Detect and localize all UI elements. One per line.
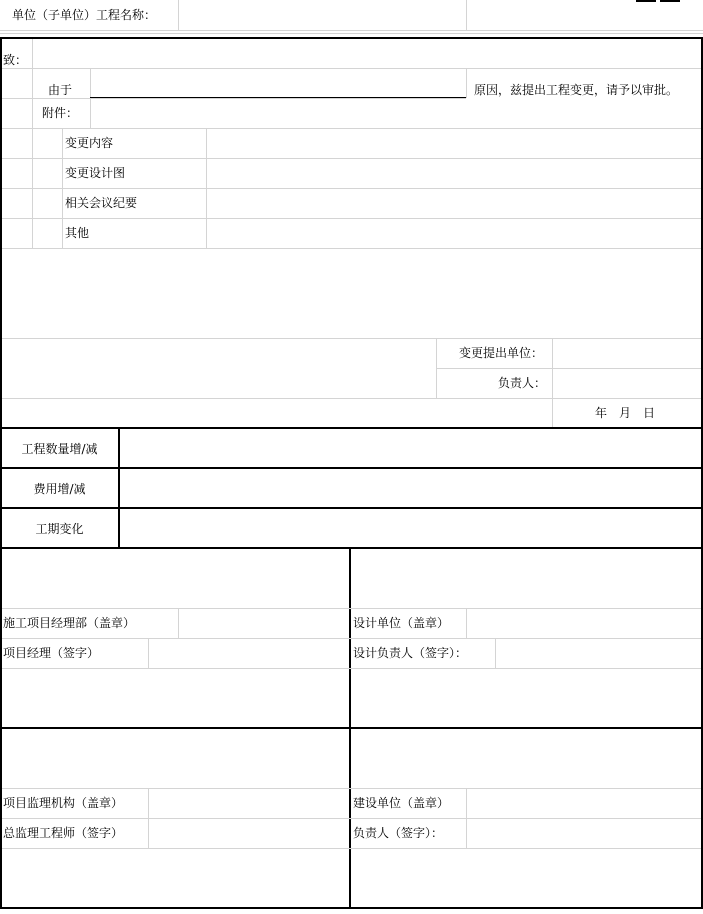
design-lead-label: 设计负责人（签字）：	[353, 646, 468, 660]
reason-suffix: 原因，兹提出工程变更，请予以审批。	[474, 83, 679, 97]
responsible-label: 负责人：	[498, 376, 547, 390]
attachment-item: 变更设计图	[65, 166, 126, 180]
corner-mark	[636, 0, 656, 2]
contractor-dept-label: 施工项目经理部（盖章）	[3, 616, 136, 630]
project-name-field[interactable]	[179, 1, 465, 29]
due-to-label: 由于	[48, 83, 73, 97]
reason-field[interactable]	[91, 69, 466, 97]
reason-underline	[90, 97, 466, 98]
project-manager-label: 项目经理（签字）	[3, 646, 100, 660]
proposer-unit-label: 变更提出单位：	[459, 346, 544, 360]
corner-mark	[660, 0, 680, 2]
attachments-label: 附件：	[42, 106, 79, 120]
date-label: 年 月 日	[595, 406, 656, 420]
design-unit-label: 设计单位（盖章）	[353, 616, 450, 630]
owner-unit-label: 建设单位（盖章）	[353, 796, 450, 810]
quantity-change-label: 工程数量增/减	[21, 442, 98, 456]
to-field[interactable]	[33, 39, 701, 68]
to-label: 致：	[3, 53, 28, 67]
schedule-change-label: 工期变化	[35, 522, 84, 536]
attachment-item: 相关会议纪要	[65, 196, 138, 210]
chief-supervisor-label: 总监理工程师（签字）	[3, 826, 124, 840]
owner-responsible-label: 负责人（签字）：	[353, 826, 444, 840]
supervision-org-label: 项目监理机构（盖章）	[3, 796, 124, 810]
attachment-item: 其他	[65, 226, 90, 240]
cost-change-label: 费用增/减	[33, 482, 86, 496]
attachment-item: 变更内容	[65, 136, 114, 150]
project-name-label: 单位（子单位）工程名称：	[12, 8, 157, 22]
